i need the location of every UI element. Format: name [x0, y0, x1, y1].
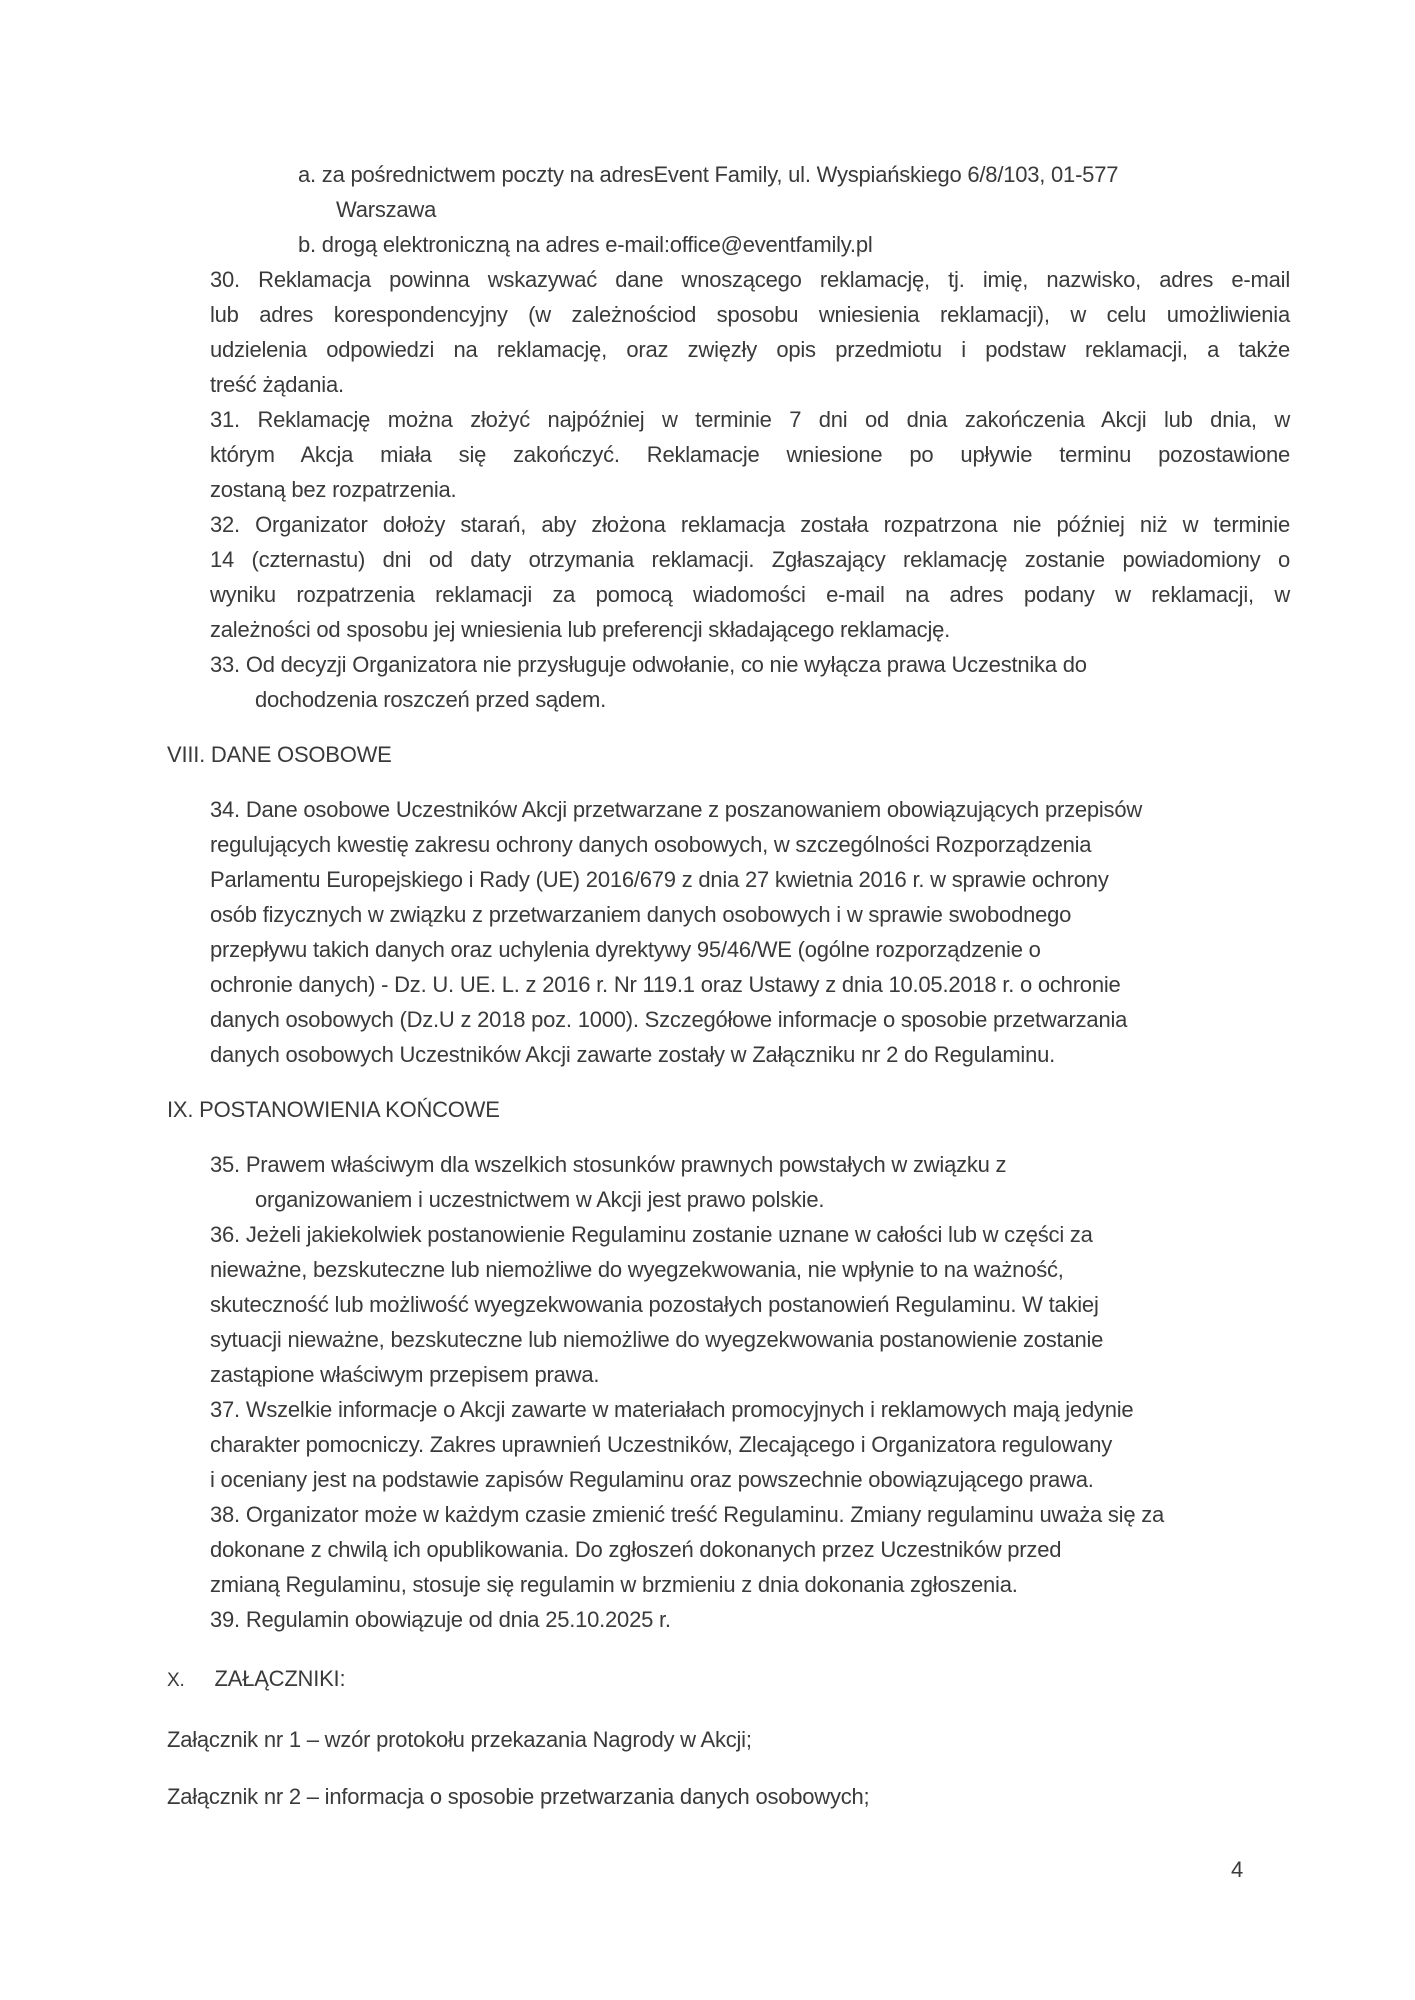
paragraph-33 [167, 647, 1290, 717]
paragraph-36 [167, 1217, 1290, 1392]
paragraph-30-line-2: lub adres korespondencyjny (w zależnościod sposobu wniesienia reklamacji), w celu umożliwienia [210, 302, 1290, 327]
list-item-b-line-1: b. drogą elektroniczną na adres e-mail:office@eventfamily.pl [298, 232, 873, 257]
paragraph-34-line-4: osób fizycznych w związku z przetwarzaniem danych osobowych i w sprawie swobodnego [210, 902, 1072, 927]
paragraph-37 [167, 1392, 1290, 1497]
section-x-number: X. [167, 1670, 185, 1691]
paragraph-38-line-1: 38. Organizator może w każdym czasie zmienić treść Regulaminu. Zmiany regulaminu uważa się za [210, 1502, 1165, 1527]
paragraph-34-line-7: danych osobowych (Dz.U z 2018 poz. 1000). Szczegółowe informacje o sposobie przetwarzania [210, 1007, 1128, 1032]
paragraph-32-line-1: 32. Organizator dołoży starań, aby złożona reklamacja została rozpatrzona nie później niż w terminie [210, 512, 1290, 537]
paragraph-34-line-8: danych osobowych Uczestników Akcji zawarte zostały w Załączniku nr 2 do Regulaminu. [210, 1042, 1056, 1067]
paragraph-33-line-2: dochodzenia roszczeń przed sądem. [255, 687, 607, 712]
attachment-1: Załącznik nr 1 – wzór protokołu przekazania Nagrody w Akcji; [167, 1727, 752, 1752]
paragraph-35-line-2: organizowaniem i uczestnictwem w Akcji jest prawo polskie. [255, 1187, 825, 1212]
paragraph-30-line-1: 30. Reklamacja powinna wskazywać dane wnoszącego reklamację, tj. imię, nazwisko, adres e-mail [210, 267, 1290, 292]
paragraph-36-line-4: sytuacji nieważne, bezskuteczne lub niemożliwe do wyegzekwowania postanowienie zostanie [210, 1327, 1104, 1352]
section-x-title: ZAŁĄCZNIKI: [214, 1666, 346, 1691]
section-heading-viii-dane-osobowe: VIII. DANE OSOBOWE [167, 742, 392, 767]
list-item-a-line-2: Warszawa [336, 197, 437, 222]
paragraph-39 [167, 1602, 1290, 1637]
paragraph-35 [167, 1147, 1290, 1217]
paragraph-32-line-4: zależności od sposobu jej wniesienia lub preferencji składającego reklamację. [210, 617, 951, 642]
paragraph-33-line-1: 33. Od decyzji Organizatora nie przysługuje odwołanie, co nie wyłącza prawa Uczestnika do [210, 652, 1087, 677]
paragraph-34-line-6: ochronie danych) - Dz. U. UE. L. z 2016 r. Nr 119.1 oraz Ustawy z dnia 10.05.2018 r. o ochronie [210, 972, 1121, 997]
paragraph-37-line-2: charakter pomocniczy. Zakres uprawnień Uczestników, Zlecającego i Organizatora regulowany [210, 1432, 1112, 1457]
paragraph-32 [167, 507, 1290, 647]
attachment-2: Załącznik nr 2 – informacja o sposobie przetwarzania danych osobowych; [167, 1784, 870, 1809]
paragraph-30-line-3: udzielenia odpowiedzi na reklamację, oraz zwięzły opis przedmiotu i podstaw reklamacji, a także [210, 337, 1290, 362]
paragraph-32-line-3: wyniku rozpatrzenia reklamacji za pomocą wiadomości e-mail na adres podany w reklamacji, w [210, 582, 1290, 607]
paragraph-37-line-3: i oceniany jest na podstawie zapisów Regulaminu oraz powszechnie obowiązującego prawa. [210, 1467, 1094, 1492]
paragraph-32-line-2: 14 (czternastu) dni od daty otrzymania reklamacji. Zgłaszający reklamację zostanie powiadomiony o [210, 547, 1290, 572]
paragraph-31-line-1: 31. Reklamację można złożyć najpóźniej w terminie 7 dni od dnia zakończenia Akcji lub dnia, w [210, 407, 1290, 432]
paragraph-35-line-1: 35. Prawem właściwym dla wszelkich stosunków prawnych powstałych w związku z [210, 1152, 1007, 1177]
paragraph-39-line-1: 39. Regulamin obowiązuje od dnia 25.10.2025 r. [210, 1607, 671, 1632]
paragraph-38-line-3: zmianą Regulaminu, stosuje się regulamin w brzmieniu z dnia dokonania zgłoszenia. [210, 1572, 1018, 1597]
paragraph-34-line-1: 34. Dane osobowe Uczestników Akcji przetwarzane z poszanowaniem obowiązujących przepisów [210, 797, 1143, 822]
paragraph-34-line-5: przepływu takich danych oraz uchylenia dyrektywy 95/46/WE (ogólne rozporządzenie o [210, 937, 1041, 962]
paragraph-34-line-3: Parlamentu Europejskiego i Rady (UE) 2016/679 z dnia 27 kwietnia 2016 r. w sprawie ochrony [210, 867, 1109, 892]
section-heading-x-zalaczniki [167, 1661, 1290, 1698]
paragraph-38-line-2: dokonane z chwilą ich opublikowania. Do zgłoszeń dokonanych przez Uczestników przed [210, 1537, 1062, 1562]
paragraph-36-line-3: skuteczność lub możliwość wyegzekwowania pozostałych postanowień Regulaminu. W takiej [210, 1292, 1099, 1317]
section-heading-ix-postanowienia-koncowe: IX. POSTANOWIENIA KOŃCOWE [167, 1097, 500, 1122]
page-number: 4 [1231, 1857, 1244, 1882]
paragraph-37-line-1: 37. Wszelkie informacje o Akcji zawarte w materiałach promocyjnych i reklamowych mają jedynie [210, 1397, 1134, 1422]
paragraph-34 [167, 792, 1290, 1072]
paragraph-34-line-2: regulujących kwestię zakresu ochrony danych osobowych, w szczególności Rozporządzenia [210, 832, 1092, 857]
paragraph-30 [167, 262, 1290, 402]
paragraph-31 [167, 402, 1290, 507]
paragraph-38 [167, 1497, 1290, 1602]
paragraph-31-line-2: którym Akcja miała się zakończyć. Reklamacje wniesione po upływie terminu pozostawione [210, 442, 1290, 467]
paragraph-36-line-1: 36. Jeżeli jakiekolwiek postanowienie Regulaminu zostanie uznane w całości lub w części za [210, 1222, 1093, 1247]
paragraph-31-line-3: zostaną bez rozpatrzenia. [210, 477, 457, 502]
paragraph-30-line-4: treść żądania. [210, 372, 344, 397]
paragraph-36-line-2: nieważne, bezskuteczne lub niemożliwe do wyegzekwowania, nie wpłynie to na ważność, [210, 1257, 1064, 1282]
paragraph-36-line-5: zastąpione właściwym przepisem prawa. [210, 1362, 600, 1387]
list-item-a-line-1: a. za pośrednictwem poczty na adresEvent Family, ul. Wyspiańskiego 6/8/103, 01-577 [298, 162, 1119, 187]
